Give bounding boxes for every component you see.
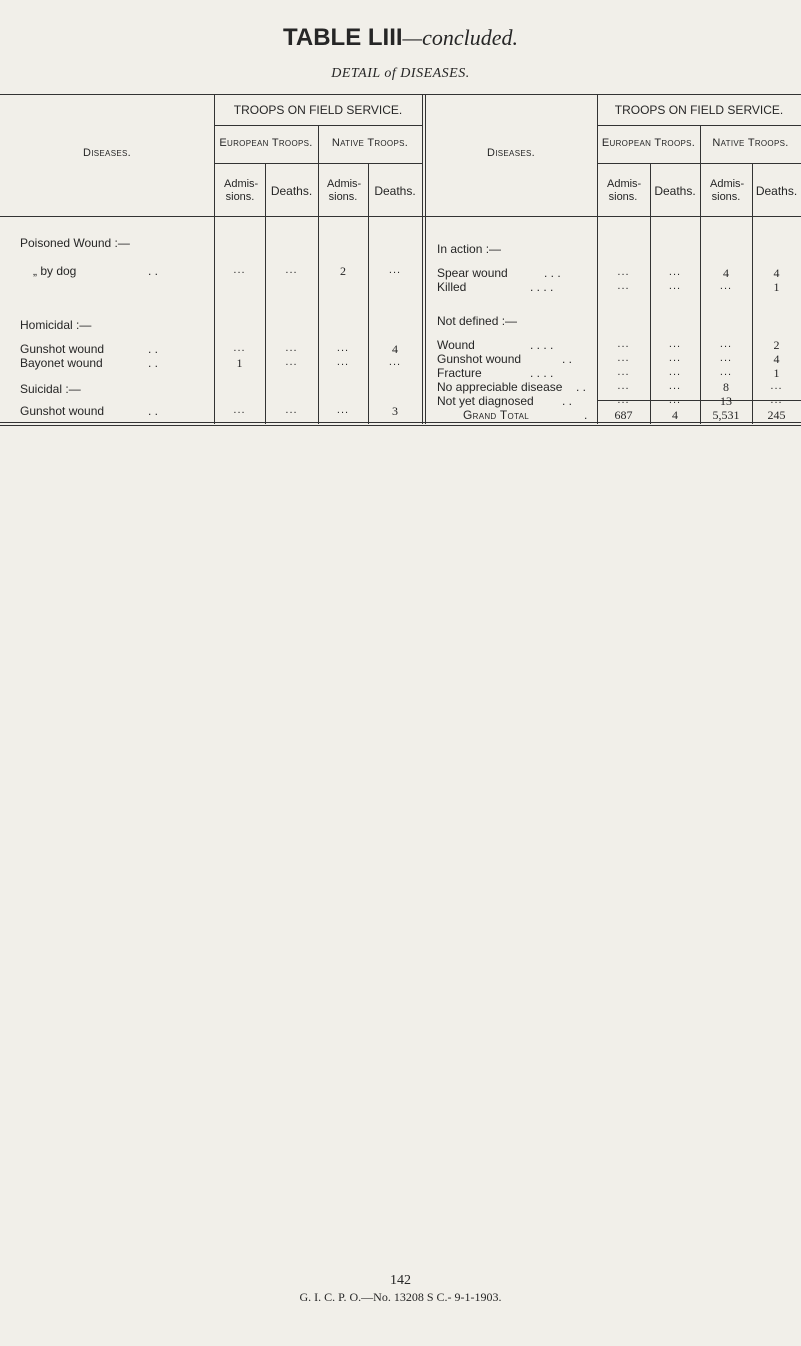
- cell: ...: [668, 352, 682, 364]
- admissions-header: Admis- sions.: [327, 178, 362, 203]
- row-leader: . . .: [544, 266, 561, 280]
- diseases-header-left: Diseases.: [83, 147, 131, 159]
- cell: ...: [617, 380, 630, 392]
- admissions-header: Admis- sions.: [224, 178, 259, 203]
- cell: ...: [668, 394, 682, 406]
- cell: ...: [336, 342, 350, 354]
- table-title: TABLE LIII—concluded.: [282, 24, 518, 51]
- row-leader: . .: [148, 342, 159, 356]
- group-header-right: TROOPS ON FIELD SERVICE.: [614, 103, 784, 117]
- diseases-header-right: Diseases.: [487, 147, 535, 159]
- cell: ...: [668, 338, 682, 350]
- cell: ...: [719, 366, 733, 378]
- row-leader: . .: [148, 356, 159, 370]
- row-label: In action :—: [437, 242, 502, 256]
- grand-total-label: Grand Total: [463, 408, 530, 422]
- printer-imprint: G. I. C. P. O.—No. 13208 S C.- 9-1-1903.: [299, 1290, 502, 1304]
- row-label: Homicidal :—: [20, 318, 92, 332]
- row-label: Suicidal :—: [20, 382, 81, 396]
- row-label: Gunshot wound: [437, 352, 522, 366]
- cell: ...: [285, 342, 298, 354]
- cell: ...: [668, 380, 682, 392]
- cell: ...: [668, 280, 682, 292]
- row-label: „ by dog: [33, 264, 77, 278]
- rule-bottom: [0, 425, 801, 426]
- cell: 13: [720, 394, 732, 408]
- row-label: Poisoned Wound :—: [20, 236, 130, 250]
- row-label: Spear wound: [437, 266, 508, 280]
- row-label: No appreciable disease: [437, 380, 563, 394]
- european-header-right: European Troops.: [601, 137, 696, 149]
- row-leader: . . . .: [530, 366, 554, 380]
- cell: ...: [719, 280, 733, 292]
- native-header-right: Native Troops.: [712, 137, 789, 149]
- total-cell: 245: [767, 408, 786, 422]
- cell: ...: [285, 264, 298, 276]
- rule-top: [0, 94, 801, 95]
- row-label: Wound: [437, 338, 475, 352]
- table-subtitle: DETAIL of DISEASES.: [331, 66, 470, 81]
- deaths-header: Deaths.: [270, 184, 313, 198]
- cell: ...: [336, 404, 350, 416]
- row-label: Fracture: [437, 366, 482, 380]
- cell: ...: [285, 356, 298, 368]
- admissions-header: Admis- sions.: [607, 178, 642, 203]
- cell: 8: [723, 380, 729, 394]
- cell: ...: [336, 356, 350, 368]
- rule-group: [597, 125, 801, 126]
- cell: ...: [617, 280, 630, 292]
- total-cell: 687: [614, 408, 633, 422]
- cell: ...: [388, 356, 402, 368]
- row-label: Not yet diagnosed: [437, 394, 534, 408]
- cell: 3: [392, 404, 398, 418]
- row-leader: . .: [562, 394, 573, 408]
- cell: ...: [719, 352, 733, 364]
- row-leader: . .: [576, 380, 587, 394]
- row-leader: . . . .: [530, 280, 554, 294]
- row-leader: . .: [148, 264, 159, 278]
- row-label: Not defined :—: [437, 314, 518, 328]
- cell: ...: [233, 404, 246, 416]
- deaths-header: Deaths.: [374, 184, 416, 198]
- row-label: Bayonet wound: [20, 356, 103, 370]
- cell: ...: [668, 366, 682, 378]
- native-header-left: Native Troops.: [331, 137, 409, 149]
- cell: ...: [617, 352, 630, 364]
- cell: ...: [617, 266, 630, 278]
- col-rule: [265, 163, 266, 424]
- cell: 4: [723, 266, 729, 280]
- total-cell: 4: [672, 408, 678, 422]
- cell: 2: [340, 264, 346, 278]
- col-rule: [425, 94, 426, 424]
- deaths-header: Deaths.: [654, 184, 696, 198]
- cell: ...: [285, 404, 298, 416]
- cell: 4: [773, 352, 780, 366]
- cell: ...: [233, 342, 246, 354]
- deaths-header: Deaths.: [755, 184, 798, 198]
- cell: ...: [617, 394, 630, 406]
- cell: ...: [668, 266, 682, 278]
- col-rule: [368, 163, 369, 424]
- admissions-header: Admis- sions.: [710, 178, 745, 203]
- row-label: Gunshot wound: [20, 404, 105, 418]
- total-cell: 5,531: [712, 408, 740, 422]
- cell: 1: [773, 366, 780, 380]
- cell: 4: [773, 266, 780, 280]
- col-rule: [422, 94, 423, 424]
- cell: ...: [770, 394, 783, 406]
- group-header-left: TROOPS ON FIELD SERVICE.: [233, 103, 403, 117]
- rule-sub: [597, 163, 801, 164]
- cell: ...: [233, 264, 246, 276]
- cell: ...: [617, 338, 630, 350]
- european-header-left: European Troops.: [219, 137, 313, 149]
- row-leader: .: [584, 408, 588, 422]
- row-leader: . .: [148, 404, 159, 418]
- row-label: Gunshot wound: [20, 342, 105, 356]
- row-leader: . .: [562, 352, 573, 366]
- cell: 1: [773, 280, 780, 294]
- row-leader: . . . .: [530, 338, 554, 352]
- page-number: 142: [390, 1273, 411, 1288]
- cell: ...: [388, 264, 402, 276]
- cell: ...: [770, 380, 783, 392]
- cell: 4: [392, 342, 398, 356]
- cell: 1: [236, 356, 243, 370]
- row-label: Killed: [437, 280, 467, 294]
- cell: 2: [773, 338, 780, 352]
- cell: ...: [719, 338, 733, 350]
- cell: ...: [617, 366, 630, 378]
- rule-header-bottom: [0, 216, 801, 217]
